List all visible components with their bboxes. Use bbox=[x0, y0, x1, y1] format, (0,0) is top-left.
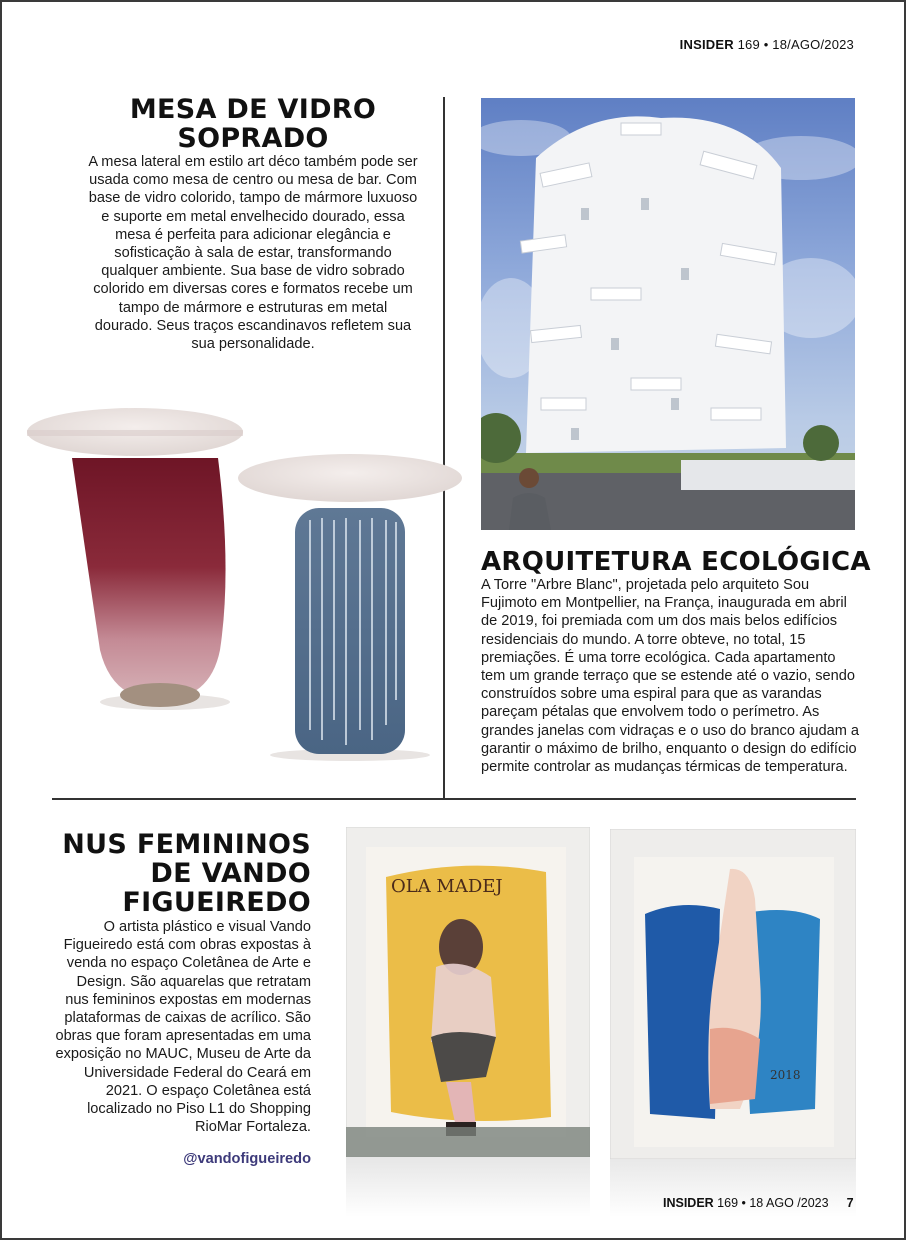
header-issue-info bbox=[680, 37, 854, 52]
section-divider bbox=[52, 798, 856, 800]
artwork-year: 2018 bbox=[770, 1068, 801, 1082]
footer-issue-info bbox=[663, 1196, 854, 1210]
glass-tables-photo bbox=[20, 400, 470, 770]
artwork-inscription: OLA MADEJ bbox=[391, 876, 503, 897]
header-date: 169 • 18/AGO/2023 bbox=[733, 37, 854, 52]
page-number: 7 bbox=[846, 1196, 854, 1210]
article-title-glass-table: MESA DE VIDRO SOPRADO bbox=[129, 94, 377, 154]
header-brand: INSIDER bbox=[679, 37, 734, 52]
article-body-glass-table: A mesa lateral em estilo art déco também pode ser usada como mesa de centro ou mesa de bar. Com base de vidro colorido, tampo de mármore luxuoso e suporte em metal envelhecido dourado, essa mesa é perfeita para adicionar elegância e sofisticação à sala de estar, transformando qualquer ambiente. Sua base de vidro sobrado colorido em diversas cores e formatos recebe um tampo de mármore e estruturas em metal dourado. Seus traços escandinavos refletem sua sua personalidade. bbox=[88, 154, 418, 353]
artist-instagram-handle[interactable]: @vandofigueiredo bbox=[183, 1151, 311, 1167]
article-body-architecture: A Torre "Arbre Blanc", projetada pelo arquiteto Sou Fujimoto em Montpellier, na França, inaugurada em abril de 2019, foi premiada com um dos mais belos edifícios residenciais do mundo. A torre obteve, no total, 15 premiações. É uma torre ecológica. Cada apartamento tem um grande terraço que se estende até o vazio, sendo construídos sobre uma espiral para que as varandas pareçam pétalas que envolvem todo o perímetro. As grandes janelas com vidraças e o uso do branco ajudam a garantir o máximo de brilho, enquanto o design do edifício permite controlar as mudanças térmicas de temperatura. bbox=[481, 577, 860, 776]
footer-date: 169 • 18 AGO /2023 bbox=[713, 1196, 829, 1210]
article-title-vando: NUS FEMININOS DE VANDO FIGUEIREDO bbox=[62, 829, 311, 918]
article-body-vando: O artista plástico e visual Vando Figueiredo está com obras expostas à venda no espaço Coletânea de Arte e Design. São aquarelas que retratam nus femininos expostas em modernas plataformas de caixas de acrílico. São obras que foram apresentadas em uma exposição no MAUC, Museu de Arte da Universidade Federal do Ceará em 2021. O espaço Coletânea está localizado no Piso L1 do Shopping RioMar Fortaleza. bbox=[55, 919, 311, 1136]
article-title-architecture: ARQUITETURA ECOLÓGICA bbox=[481, 547, 871, 577]
footer-brand: INSIDER bbox=[663, 1196, 714, 1210]
arbre-blanc-tower-photo bbox=[481, 98, 855, 530]
watercolor-yellow-seated-figure bbox=[346, 827, 590, 1217]
watercolor-blue-standing-figure bbox=[610, 829, 856, 1217]
